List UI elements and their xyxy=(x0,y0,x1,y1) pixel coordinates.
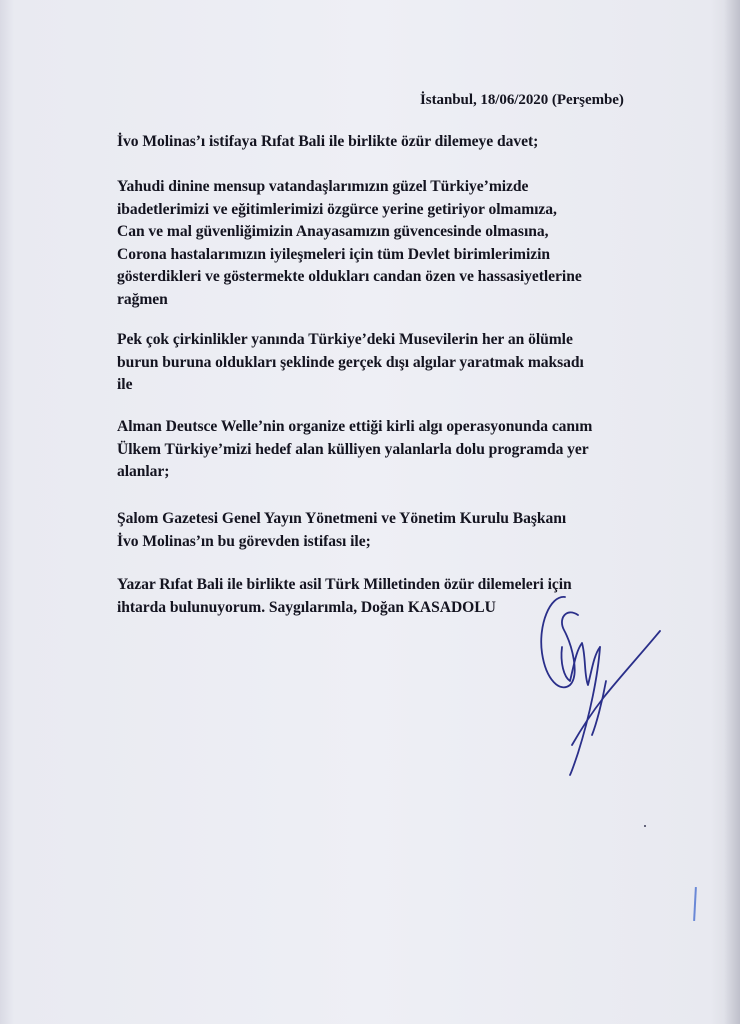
text-line: gösterdikleri ve göstermekte oldukları candan özen ve hassasiyetlerine xyxy=(117,268,582,285)
text-line: Can ve mal güvenliğimizin Anayasamızın güvencesinde olmasına, xyxy=(117,223,549,240)
page-edge-shadow xyxy=(724,0,740,1024)
text-line: ihtarda bulunuyorum. Saygılarımla, Doğan KASADOLU xyxy=(117,598,496,616)
paragraph-4 xyxy=(117,508,677,553)
paragraph-1 xyxy=(117,176,677,311)
text-line: Pek çok çirkinlikler yanında Türkiye’deki Musevilerin her an ölümle xyxy=(117,331,573,348)
text-line: burun buruna oldukları şeklinde gerçek dışı algılar yaratmak maksadı xyxy=(117,353,584,371)
text-line: Yahudi dinine mensup vatandaşlarımızın güzel Türkiye’mizde xyxy=(117,178,529,195)
text-line: Alman Deutsce Welle’nin organize ettiği kirli algı operasyonunda canım xyxy=(117,418,593,435)
signature-letter-stroke xyxy=(561,643,600,685)
text-line: Ülkem Türkiye’mizi hedef alan külliyen yalanlarla dolu programda yer xyxy=(117,440,589,458)
text-line: alanlar; xyxy=(117,463,170,480)
text-line: ile xyxy=(117,376,133,393)
text-line: Şalom Gazetesi Genel Yayın Yönetmeni ve Yönetim Kurulu Başkanı xyxy=(117,510,567,527)
text-line: İvo Molinas’ın bu görevden istifası ile; xyxy=(117,532,371,550)
ink-dot xyxy=(644,825,646,827)
text-line: İvo Molinas’ı istifaya Rıfat Bali ile birlikte özür dilemeye davet; xyxy=(117,133,539,150)
signature xyxy=(520,585,670,785)
paragraph-2 xyxy=(117,329,677,397)
pen-mark xyxy=(693,887,697,921)
text-line: Yazar Rıfat Bali ile birlikte asil Türk Milletinden özür dilemeleri için xyxy=(117,576,572,593)
paragraph-3 xyxy=(117,416,677,484)
text-line: ibadetlerimizi ve eğitimlerimizi özgürce yerine getiriyor olmamıza, xyxy=(117,200,557,218)
paragraph-title xyxy=(117,131,677,154)
text-line: rağmen xyxy=(117,290,168,308)
text-line: Corona hastalarımızın iyileşmeleri için tüm Devlet birimlerimizin xyxy=(117,245,551,263)
date-line: İstanbul, 18/06/2020 (Perşembe) xyxy=(420,92,624,108)
